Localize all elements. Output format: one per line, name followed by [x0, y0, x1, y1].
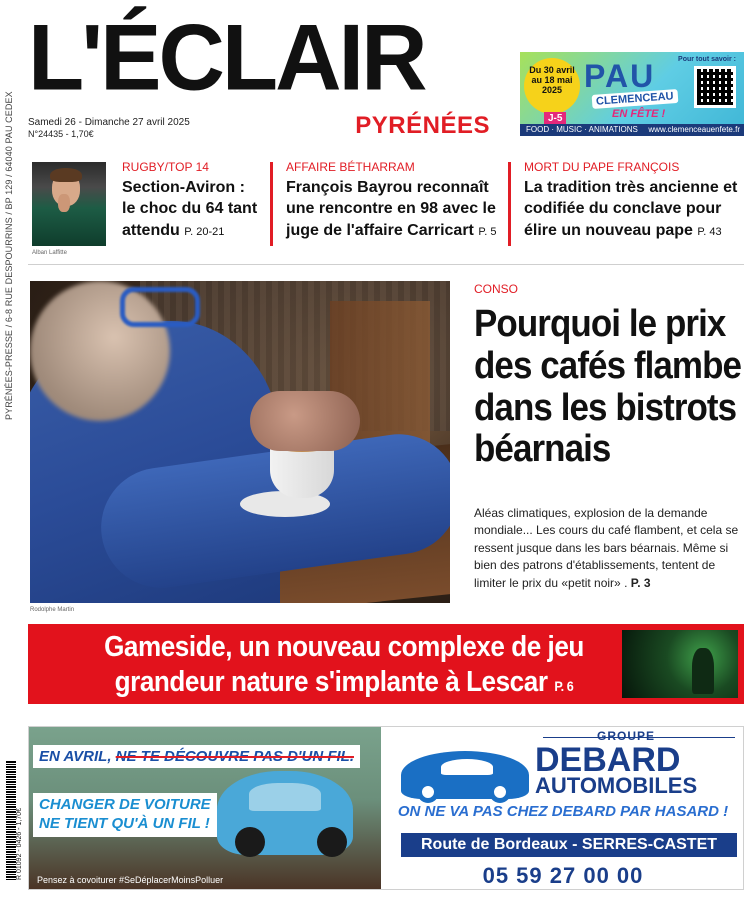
bottom-advertisement[interactable]	[28, 726, 744, 890]
qr-code-icon	[694, 66, 736, 108]
teaser-page-ref: P. 43	[697, 225, 722, 238]
debard-phone[interactable]: 05 59 27 00 00	[482, 863, 644, 888]
main-story-body: Aléas climatiques, explosion de la demande mondiale... Les cours du café flambent, et cela se ressent jusque dans les bars béarnais. Même si bien des patrons d'établissements, tentent de limiter le prix du «petit noir» . P. 3	[474, 506, 739, 590]
teaser-kicker: AFFAIRE BÉTHARRAM	[286, 160, 415, 174]
car-wheel-icon	[317, 827, 347, 857]
ad-url[interactable]: www.clemenceauenfete.fr	[648, 125, 740, 134]
teaser-kicker: MORT DU PAPE FRANÇOIS	[524, 160, 680, 174]
teaser-betharram[interactable]	[270, 160, 500, 250]
issue-number-price: N°24435 - 1,70€	[28, 129, 94, 139]
pau-clemenceau-ad[interactable]	[520, 52, 744, 136]
main-photo-credit: Rodolphe Martin	[30, 607, 75, 613]
main-story-headline[interactable]: Pourquoi le prix des cafés flambe dans les bistrots béarnais	[474, 303, 742, 471]
teaser-headline: François Bayrou reconnaît une rencontre en 98 avec le juge de l'affaire Carricart P. 5	[286, 179, 497, 239]
clemenceau-label: CLEMENCEAU	[592, 89, 678, 109]
en-fete-label: EN FÊTE !	[612, 108, 666, 120]
debard-groupe-label: GROUPE	[597, 729, 656, 743]
coffee-main-photo[interactable]	[30, 281, 450, 603]
ad-footer	[520, 124, 744, 136]
barcode-bars-icon	[6, 760, 16, 880]
countdown-badge: J-5	[544, 112, 566, 125]
teaser-headline: Section-Aviron : le choc du 64 tant attendu P. 20-21	[122, 179, 258, 239]
masthead-subtitle: PYRÉNÉES	[355, 112, 490, 139]
teaser-pape[interactable]	[508, 160, 744, 250]
gameside-thumbnail	[622, 630, 738, 698]
teaser-headline: La tradition très ancienne et codifiée du conclave pour élire un nouveau pape P. 43	[524, 179, 738, 239]
gameside-banner[interactable]	[28, 624, 744, 704]
masthead-title: L'ÉCLAIR	[28, 5, 425, 111]
ad-info-label: Pour tout savoir :	[678, 56, 736, 63]
teaser-kicker: RUGBY/TOP 14	[122, 160, 209, 174]
main-story-page-ref: P. 3	[630, 575, 651, 590]
teaser-page-ref: P. 20-21	[184, 225, 225, 238]
rugby-player-photo	[32, 162, 106, 246]
ad-changer-voiture: CHANGER DE VOITURE NE TIENT QU'À UN FIL !	[33, 793, 217, 837]
teaser-divider	[508, 162, 511, 246]
rugby-photo-credit: Alban Laffitte	[32, 250, 67, 256]
debard-car-logo-icon	[401, 751, 529, 799]
teaser-rugby[interactable]	[122, 160, 262, 250]
covoiturage-hashtag: Pensez à covoiturer #SeDéplacerMoinsPolluer	[37, 875, 224, 885]
section-separator	[28, 264, 744, 265]
debard-subtitle: AUTOMOBILES	[535, 773, 698, 798]
banner-headline: Gameside, un nouveau complexe de jeu grandeur nature s'implante à Lescar P. 6	[104, 631, 584, 699]
teaser-divider	[270, 162, 273, 246]
debard-automobiles-ad[interactable]	[383, 727, 743, 889]
debard-name: DEBARD	[535, 741, 681, 779]
barcode-text: R 01092 - 0426 - 1,70€	[16, 808, 23, 880]
pau-logo-text: PAU	[584, 58, 656, 94]
debard-slogan: ON NE VA PAS CHEZ DEBARD PAR HASARD !	[397, 803, 729, 820]
car-wheel-icon	[235, 827, 265, 857]
ad-avril-line: EN AVRIL, NE TE DÉCOUVRE PAS D'UN FIL.	[33, 745, 360, 768]
ad-footer-tagline: FOOD · MUSIC · ANIMATIONS	[526, 125, 638, 134]
event-dates-badge: Du 30 avril au 18 mai 2025	[524, 58, 580, 114]
teaser-page-ref: P. 5	[478, 225, 497, 238]
main-story-kicker: CONSO	[474, 282, 519, 296]
publisher-imprint: PYRÉNÉES-PRESSE / 6-8 RUE DESPOURRINS / BP 129 / 64040 PAU CEDEX	[4, 91, 14, 420]
banner-page-ref: P. 6	[554, 678, 574, 695]
debard-address: Route de Bordeaux - SERRES-CASTET	[401, 833, 737, 857]
barcode	[6, 760, 22, 880]
covoiturage-ad[interactable]	[29, 727, 381, 889]
issue-date: Samedi 26 - Dimanche 27 avril 2025	[28, 117, 190, 128]
